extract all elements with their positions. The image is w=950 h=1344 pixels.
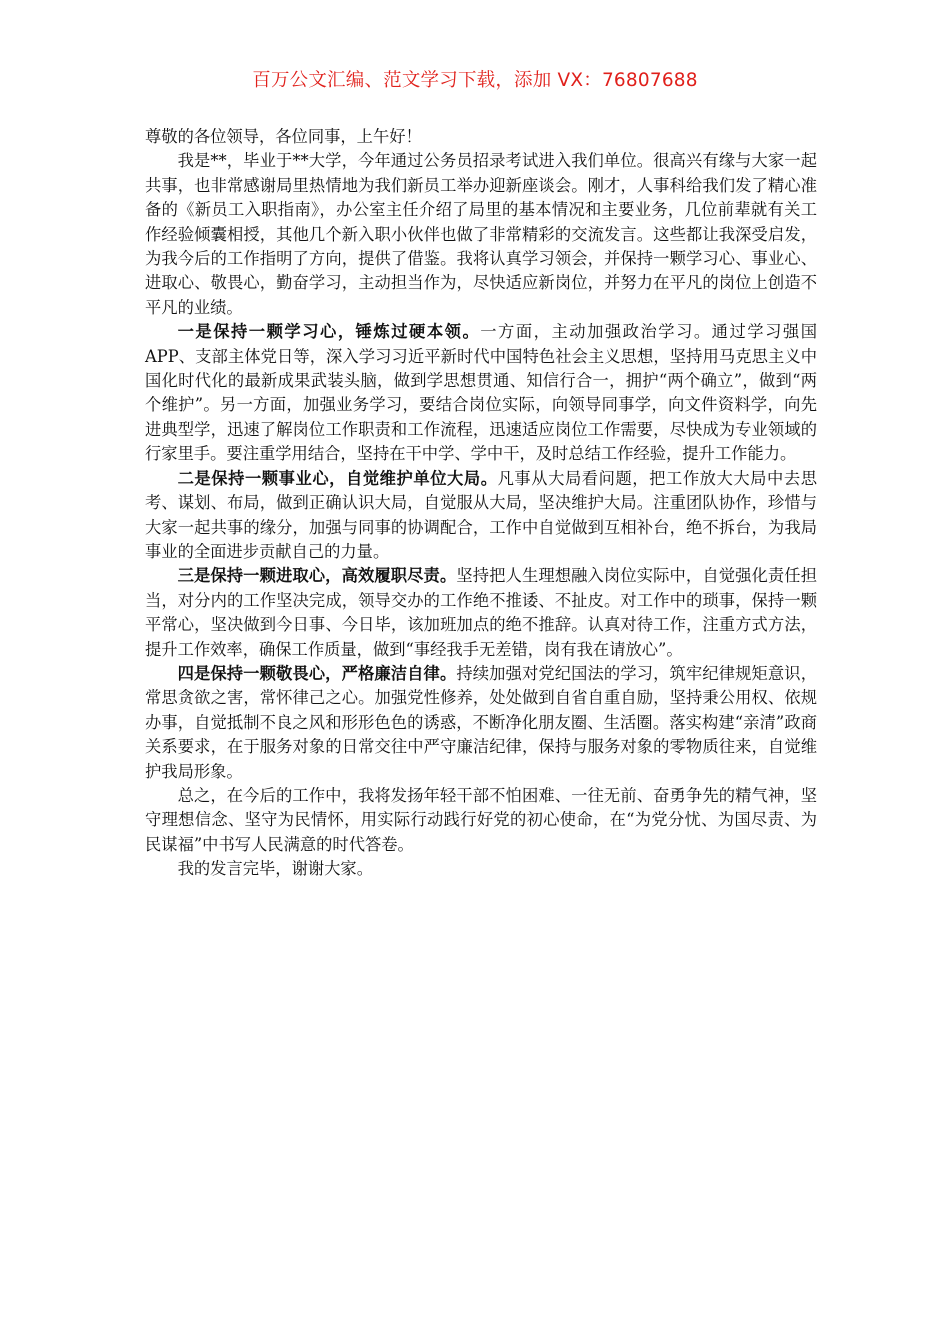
section-lead-1: 一是保持一颗学习心，锤炼过硬本领。 (177, 322, 481, 342)
section-paragraph-4 (145, 662, 817, 784)
closing-paragraph: 我的发言完毕，谢谢大家。 (177, 859, 373, 879)
section-lead-2: 二是保持一颗事业心，自觉维护单位大局。 (177, 468, 498, 488)
section-body-1: 一方面，主动加强政治学习。通过学习强国 APP、支部主体党日等，深入学习习近平新时代中国特色社会主义思想，坚持用马克思主义中国化时代化的最新成果武装头脑，做到学思想贯通、知信行合一，拥护“两个确立”，做到“两个维护”。另一方面，加强业务学习，要结合岗位实际，向领导同事学，向文件资料学，向先进典型学，迅速了解岗位工作职责和工作流程，迅速适应岗位工作需要，尽快成为专业领域的行家里手。要注重学用结合，坚持在干中学、学中干，及时总结工作经验，提升工作能力。 (145, 322, 817, 464)
header-banner: 百万公文汇编、范文学习下载，添加 VX：76807688 (252, 70, 698, 91)
conclusion-paragraph: 总之，在今后的工作中，我将发扬年轻干部不怕困难、一往无前、奋勇争先的精气神，坚守理想信念、坚守为民情怀，用实际行动践行好党的初心使命，在“为党分忧、为国尽责、为民谋福”中书写人民满意的时代答卷。 (145, 785, 817, 854)
document-body (145, 125, 817, 882)
section-body-3: 坚持把人生理想融入岗位实际中，自觉强化责任担当，对分内的工作坚决完成，领导交办的工作绝不推诿、不扯皮。对工作中的琐事，保持一颗平常心，坚决做到今日事、今日毕，该加班加点的绝不推辞。认真对待工作，注重方式方法，提升工作效率，确保工作质量，做到“事经我手无差错，岗有我在请放心”。 (145, 566, 817, 659)
section-paragraph-1 (145, 320, 817, 466)
greeting-paragraph: 尊敬的各位领导，各位同事，上午好！ (145, 127, 422, 146)
section-body-2: 凡事从大局看问题，把工作放大大局中去思考、谋划、布局，做到正确认识大局，自觉服从大局，坚决维护大局。注重团队协作，珍惜与大家一起共事的缘分，加强与同事的协调配合，工作中自觉做到互相补台，绝不拆台，为我局事业的全面进步贡献自己的力量。 (145, 468, 817, 561)
section-lead-4: 四是保持一颗敬畏心，严格廉洁自律。 (177, 663, 457, 683)
intro-paragraph: 我是**，毕业于**大学，今年通过公务员招录考试进入我们单位。很高兴有缘与大家一起共事，也非常感谢局里热情地为我们新员工举办迎新座谈会。刚才，人事科给我们发了精心准备的《新员工入职指南》，办公室主任介绍了局里的基本情况和主要业务，几位前辈就有关工作经验倾囊相授，其他几个新入职小伙伴也做了非常精彩的交流发言。这些都让我深受启发，为我今后的工作指明了方向，提供了借鉴。我将认真学习领会，并保持一颗学习心、事业心、进取心、敬畏心，勤奋学习，主动担当作为，尽快适应新岗位，并努力在平凡的岗位上创造不平凡的业绩。 (145, 151, 817, 317)
section-paragraph-2 (145, 467, 817, 565)
section-paragraph-3 (145, 564, 817, 662)
section-body-4: 持续加强对党纪国法的学习，筑牢纪律规矩意识，常思贪欲之害，常怀律己之心。加强党性修养，处处做到自省自重自励，坚持秉公用权、依规办事，自觉抵制不良之风和形形色色的诱惑，不断净化朋友圈、生活圈。落实构建“亲清”政商关系要求，在于服务对象的日常交往中严守廉洁纪律，保持与服务对象的零物质往来，自觉维护我局形象。 (145, 663, 817, 781)
section-lead-3: 三是保持一颗进取心，高效履职尽责。 (177, 566, 457, 586)
